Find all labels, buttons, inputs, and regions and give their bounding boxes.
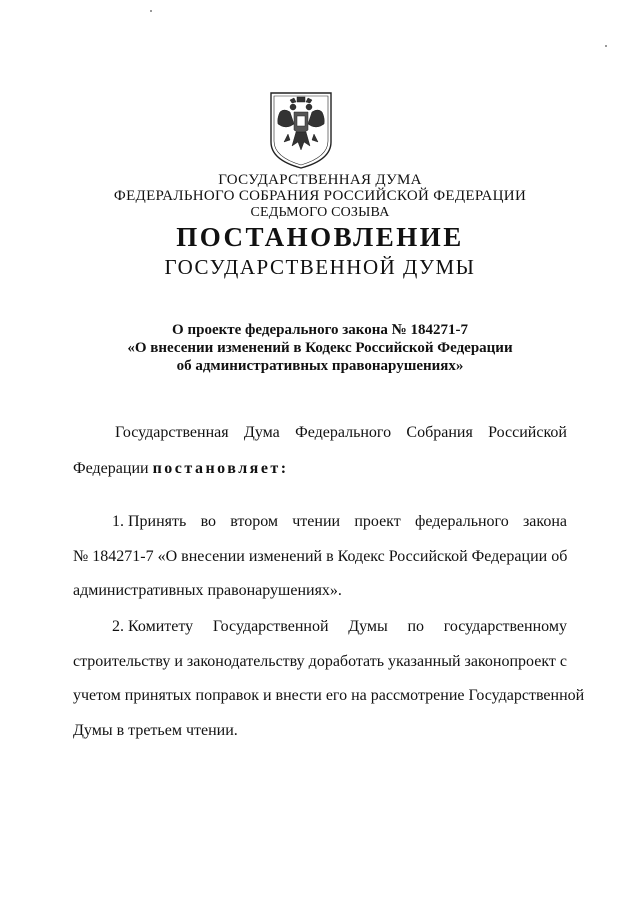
preamble-word: Дума <box>243 424 280 441</box>
bill-title-line2: «О внесении изменений в Кодекс Российской Федерации <box>127 340 513 356</box>
preamble-resolves: постановляет: <box>152 460 289 477</box>
item1-word: федерального <box>414 513 509 530</box>
header-convocation: СЕДЬМОГО СОЗЫВА <box>250 205 390 220</box>
item2-line4: Думы в третьем чтении. <box>73 722 238 739</box>
preamble-word: Российской <box>488 424 567 441</box>
item1-word: чтении <box>292 513 341 530</box>
scan-speck <box>605 45 607 47</box>
item1-word: 1. Принять <box>112 513 187 530</box>
bill-title-line3: об административных правонарушениях» <box>176 358 464 374</box>
item2-word: Государственной <box>212 618 329 635</box>
item2-word: по <box>407 618 425 635</box>
item2-word: государственному <box>443 618 567 635</box>
item1-word: проект <box>354 513 401 530</box>
item1-line3: административных правонарушениях». <box>73 582 342 599</box>
document-subtitle: ГОСУДАРСТВЕННОЙ ДУМЫ <box>164 255 476 279</box>
item2-word: Думы <box>348 618 388 635</box>
document-title: ПОСТАНОВЛЕНИЕ <box>176 222 464 252</box>
item2-line3: учетом принятых поправок и внести его на рассмотрение Государственной <box>73 687 585 704</box>
preamble-word: Собрания <box>406 424 473 441</box>
item2-word: 2. Комитету <box>112 618 194 635</box>
bill-title-line1: О проекте федерального закона № 184271-7 <box>172 322 468 338</box>
header-assembly: ФЕДЕРАЛЬНОГО СОБРАНИЯ РОССИЙСКОЙ ФЕДЕРАЦИИ <box>113 188 527 204</box>
preamble-line2 <box>73 460 567 478</box>
item1-word: закона <box>522 513 567 530</box>
coat-of-arms-icon <box>268 90 334 170</box>
item2-line2: строительству и законодательству доработать указанный законопроект с <box>73 653 567 670</box>
item2-line1 <box>112 618 567 636</box>
preamble-line1 <box>115 424 567 442</box>
preamble-word: Государственная <box>115 424 229 441</box>
item1-word: во <box>200 513 217 530</box>
item1-word: втором <box>230 513 279 530</box>
preamble-federation: Федерации <box>73 460 149 477</box>
item1-line2: № 184271-7 «О внесении изменений в Кодекс Российской Федерации об <box>73 548 568 565</box>
item1-line1 <box>112 513 567 531</box>
header-institution: ГОСУДАРСТВЕННАЯ ДУМА <box>218 172 422 188</box>
scan-speck <box>150 10 152 12</box>
preamble-word: Федерального <box>295 424 392 441</box>
